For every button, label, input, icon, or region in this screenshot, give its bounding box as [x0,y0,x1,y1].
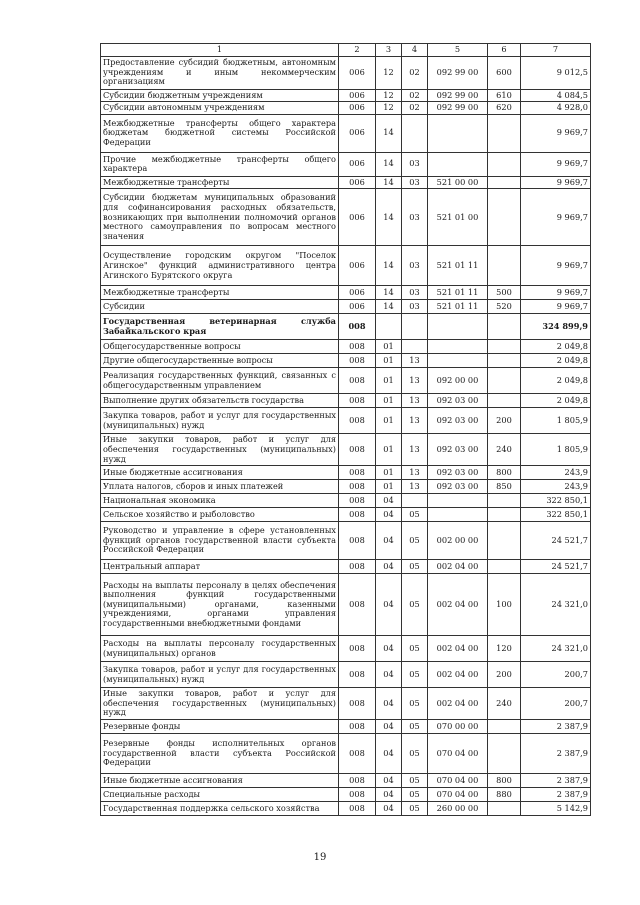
subsection-code-cell [402,314,428,340]
subsection-code-cell [402,340,428,354]
subsection-code-cell: 03 [402,300,428,314]
target-article-cell [428,314,488,340]
target-article-cell: 521 01 11 [428,300,488,314]
target-article-cell [428,494,488,508]
row-name-cell: Иные бюджетные ассигнования [101,466,339,480]
grbs-code-cell: 008 [339,434,376,466]
section-code-cell: 04 [376,560,402,574]
table-row [101,368,591,394]
subsection-code-cell: 05 [402,662,428,688]
subsection-code-cell: 03 [402,286,428,300]
grbs-code-cell: 008 [339,394,376,408]
expense-type-cell: 100 [488,574,521,636]
section-code-cell: 14 [376,176,402,189]
row-name-cell: Резервные фонды [101,719,339,733]
amount-cell: 2 387,9 [521,719,591,733]
section-code-cell: 14 [376,152,402,176]
grbs-code-cell: 006 [339,189,376,246]
subsection-code-cell: 05 [402,801,428,815]
grbs-code-cell: 006 [339,114,376,152]
row-name-cell: Национальная экономика [101,494,339,508]
grbs-code-cell: 006 [339,89,376,102]
row-name-cell: Специальные расходы [101,787,339,801]
table-row [101,494,591,508]
target-article-cell: 521 01 11 [428,246,488,286]
amount-cell: 2 049,8 [521,368,591,394]
grbs-code-cell: 008 [339,368,376,394]
amount-cell: 2 387,9 [521,787,591,801]
grbs-code-cell: 008 [339,508,376,522]
subsection-code-cell: 13 [402,466,428,480]
table-row [101,354,591,368]
row-name-cell: Межбюджетные трансферты [101,176,339,189]
section-code-cell: 04 [376,719,402,733]
section-code-cell: 01 [376,480,402,494]
grbs-code-cell: 008 [339,354,376,368]
target-article-cell: 070 04 00 [428,773,488,787]
table-row [101,480,591,494]
expense-type-cell: 800 [488,466,521,480]
subsection-code-cell: 05 [402,508,428,522]
target-article-cell: 092 03 00 [428,480,488,494]
amount-cell: 24 521,7 [521,560,591,574]
subsection-code-cell [402,114,428,152]
column-header: 6 [488,44,521,57]
table-header-row [101,44,591,57]
subsection-code-cell: 03 [402,246,428,286]
section-code-cell: 01 [376,434,402,466]
expense-type-cell [488,368,521,394]
subsection-code-cell: 05 [402,688,428,720]
column-header: 1 [101,44,339,57]
amount-cell: 9 969,7 [521,152,591,176]
grbs-code-cell: 008 [339,560,376,574]
target-article-cell: 070 04 00 [428,733,488,773]
target-article-cell: 002 04 00 [428,636,488,662]
expense-type-cell: 520 [488,300,521,314]
target-article-cell: 092 03 00 [428,408,488,434]
budget-table [100,43,591,816]
expense-type-cell [488,176,521,189]
row-name-cell: Закупка товаров, работ и услуг для государственных (муниципальных) нужд [101,662,339,688]
expense-type-cell [488,719,521,733]
subsection-code-cell: 13 [402,368,428,394]
table-row [101,719,591,733]
amount-cell: 9 969,7 [521,246,591,286]
row-name-cell: Субсидии бюджетам муниципальных образований для софинансирования расходных обязательств, возникающих при выполнении полномочий органов местного самоуправления по вопросам местного значения [101,189,339,246]
expense-type-cell: 880 [488,787,521,801]
expense-type-cell [488,394,521,408]
row-name-cell: Реализация государственных функций, связанных с общегосударственным управлением [101,368,339,394]
table-row [101,662,591,688]
subsection-code-cell: 05 [402,719,428,733]
subsection-code-cell: 02 [402,56,428,89]
grbs-code-cell: 008 [339,773,376,787]
grbs-code-cell: 008 [339,662,376,688]
table-row [101,189,591,246]
section-code-cell: 04 [376,801,402,815]
amount-cell: 2 387,9 [521,773,591,787]
section-code-cell: 01 [376,368,402,394]
subsection-code-cell: 05 [402,636,428,662]
table-row [101,733,591,773]
row-name-cell: Центральный аппарат [101,560,339,574]
expense-type-cell: 610 [488,89,521,102]
table-row [101,314,591,340]
grbs-code-cell: 006 [339,246,376,286]
subsection-code-cell: 13 [402,394,428,408]
target-article-cell: 002 04 00 [428,662,488,688]
target-article-cell: 521 01 00 [428,189,488,246]
expense-type-cell [488,114,521,152]
target-article-cell [428,508,488,522]
target-article-cell: 092 99 00 [428,102,488,115]
expense-type-cell [488,522,521,560]
target-article-cell [428,340,488,354]
grbs-code-cell: 008 [339,719,376,733]
amount-cell: 24 521,7 [521,522,591,560]
target-article-cell: 092 99 00 [428,89,488,102]
grbs-code-cell: 008 [339,636,376,662]
row-name-cell: Прочие межбюджетные трансферты общего характера [101,152,339,176]
section-code-cell: 04 [376,733,402,773]
section-code-cell: 12 [376,102,402,115]
row-name-cell: Предоставление субсидий бюджетным, автономным учреждениям и иным некоммерческим организациям [101,56,339,89]
subsection-code-cell: 13 [402,434,428,466]
expense-type-cell [488,494,521,508]
grbs-code-cell: 006 [339,56,376,89]
subsection-code-cell: 03 [402,176,428,189]
expense-type-cell [488,801,521,815]
subsection-code-cell: 05 [402,787,428,801]
row-name-cell: Сельское хозяйство и рыболовство [101,508,339,522]
section-code-cell: 04 [376,688,402,720]
expense-type-cell [488,354,521,368]
amount-cell: 2 049,8 [521,340,591,354]
row-name-cell: Иные закупки товаров, работ и услуг для обеспечения государственных (муниципальных) нужд [101,434,339,466]
amount-cell: 2 387,9 [521,733,591,773]
amount-cell: 243,9 [521,466,591,480]
section-code-cell: 04 [376,522,402,560]
section-code-cell: 14 [376,300,402,314]
subsection-code-cell: 02 [402,89,428,102]
grbs-code-cell: 006 [339,102,376,115]
amount-cell: 9 012,5 [521,56,591,89]
expense-type-cell [488,340,521,354]
grbs-code-cell: 008 [339,787,376,801]
subsection-code-cell: 05 [402,560,428,574]
table-row [101,466,591,480]
column-header: 3 [376,44,402,57]
row-name-cell: Субсидии автономным учреждениям [101,102,339,115]
grbs-code-cell: 008 [339,801,376,815]
target-article-cell: 092 00 00 [428,368,488,394]
column-header: 5 [428,44,488,57]
expense-type-cell [488,508,521,522]
table-row [101,152,591,176]
page-number: 19 [313,852,327,863]
subsection-code-cell: 03 [402,152,428,176]
grbs-code-cell: 008 [339,688,376,720]
column-header: 7 [521,44,591,57]
grbs-code-cell: 008 [339,733,376,773]
expense-type-cell: 500 [488,286,521,300]
subsection-code-cell: 05 [402,773,428,787]
row-name-cell: Иные закупки товаров, работ и услуг для обеспечения государственных (муниципальных) нужд [101,688,339,720]
grbs-code-cell: 008 [339,522,376,560]
subsection-code-cell: 13 [402,354,428,368]
amount-cell: 9 969,7 [521,176,591,189]
table-row [101,688,591,720]
target-article-cell [428,354,488,368]
subsection-code-cell: 05 [402,574,428,636]
table-row [101,114,591,152]
row-name-cell: Государственная поддержка сельского хозяйства [101,801,339,815]
table-row [101,408,591,434]
table-row [101,340,591,354]
grbs-code-cell: 006 [339,152,376,176]
column-header: 4 [402,44,428,57]
target-article-cell: 521 00 00 [428,176,488,189]
subsection-code-cell [402,494,428,508]
expense-type-cell [488,733,521,773]
table-row [101,176,591,189]
amount-cell: 1 805,9 [521,434,591,466]
target-article-cell [428,114,488,152]
target-article-cell: 260 00 00 [428,801,488,815]
section-code-cell: 01 [376,340,402,354]
section-code-cell: 14 [376,114,402,152]
target-article-cell: 092 03 00 [428,434,488,466]
amount-cell: 9 969,7 [521,114,591,152]
amount-cell: 2 049,8 [521,354,591,368]
grbs-code-cell: 008 [339,466,376,480]
amount-cell: 9 969,7 [521,189,591,246]
table-row [101,787,591,801]
amount-cell: 200,7 [521,662,591,688]
amount-cell: 1 805,9 [521,408,591,434]
section-code-cell: 01 [376,466,402,480]
target-article-cell: 002 04 00 [428,560,488,574]
expense-type-cell: 600 [488,56,521,89]
section-code-cell: 04 [376,508,402,522]
subsection-code-cell: 05 [402,733,428,773]
amount-cell: 24 321,0 [521,636,591,662]
section-code-cell: 04 [376,574,402,636]
expense-type-cell: 620 [488,102,521,115]
target-article-cell: 002 04 00 [428,574,488,636]
amount-cell: 9 969,7 [521,300,591,314]
row-name-cell: Межбюджетные трансферты [101,286,339,300]
table-row [101,300,591,314]
table-row [101,434,591,466]
section-code-cell: 01 [376,354,402,368]
grbs-code-cell: 006 [339,286,376,300]
expense-type-cell [488,152,521,176]
grbs-code-cell: 008 [339,314,376,340]
section-code-cell: 01 [376,394,402,408]
section-code-cell: 04 [376,636,402,662]
row-name-cell: Осуществление городским округом "Поселок Агинское" функций административного центра Агинского Бурятского округа [101,246,339,286]
section-code-cell: 14 [376,286,402,300]
table-row [101,801,591,815]
expense-type-cell [488,314,521,340]
grbs-code-cell: 008 [339,480,376,494]
section-code-cell: 12 [376,56,402,89]
target-article-cell: 002 04 00 [428,688,488,720]
expense-type-cell [488,560,521,574]
expense-type-cell: 200 [488,662,521,688]
amount-cell: 24 321,0 [521,574,591,636]
table-row [101,394,591,408]
table-row [101,636,591,662]
row-name-cell: Выполнение других обязательств государства [101,394,339,408]
amount-cell: 5 142,9 [521,801,591,815]
section-code-cell: 04 [376,773,402,787]
table-row [101,560,591,574]
section-code-cell: 04 [376,662,402,688]
grbs-code-cell: 008 [339,340,376,354]
row-name-cell: Общегосударственные вопросы [101,340,339,354]
target-article-cell [428,152,488,176]
row-name-cell: Закупка товаров, работ и услуг для государственных (муниципальных) нужд [101,408,339,434]
row-name-cell: Расходы на выплаты персоналу государственных (муниципальных) органов [101,636,339,662]
grbs-code-cell: 008 [339,494,376,508]
grbs-code-cell: 008 [339,574,376,636]
subsection-code-cell: 05 [402,522,428,560]
row-name-cell: Расходы на выплаты персоналу в целях обеспечения выполнения функций государственными (муниципальными) органами, казенными учреждениями, органами управления государственными внебюджетными фондами [101,574,339,636]
section-code-cell: 04 [376,787,402,801]
amount-cell: 9 969,7 [521,286,591,300]
row-name-cell: Другие общегосударственные вопросы [101,354,339,368]
row-name-cell: Субсидии [101,300,339,314]
table-row [101,56,591,89]
grbs-code-cell: 008 [339,408,376,434]
row-name-cell: Государственная ветеринарная служба Забайкальского края [101,314,339,340]
expense-type-cell: 240 [488,688,521,720]
column-header: 2 [339,44,376,57]
table-row [101,522,591,560]
subsection-code-cell: 03 [402,189,428,246]
amount-cell: 243,9 [521,480,591,494]
section-code-cell: 01 [376,408,402,434]
section-code-cell: 04 [376,494,402,508]
row-name-cell: Межбюджетные трансферты общего характера бюджетам бюджетной системы Российской Федерации [101,114,339,152]
target-article-cell: 070 04 00 [428,787,488,801]
grbs-code-cell: 006 [339,176,376,189]
row-name-cell: Иные бюджетные ассигнования [101,773,339,787]
table-row [101,89,591,102]
section-code-cell: 14 [376,189,402,246]
table-row [101,574,591,636]
target-article-cell: 092 99 00 [428,56,488,89]
subsection-code-cell: 13 [402,408,428,434]
amount-cell: 4 084,5 [521,89,591,102]
amount-cell: 324 899,9 [521,314,591,340]
expense-type-cell: 200 [488,408,521,434]
amount-cell: 200,7 [521,688,591,720]
target-article-cell: 002 00 00 [428,522,488,560]
amount-cell: 4 928,0 [521,102,591,115]
row-name-cell: Резервные фонды исполнительных органов государственной власти субъекта Российской Федерации [101,733,339,773]
table-row [101,102,591,115]
section-code-cell: 14 [376,246,402,286]
grbs-code-cell: 006 [339,300,376,314]
subsection-code-cell: 13 [402,480,428,494]
section-code-cell: 12 [376,89,402,102]
expense-type-cell: 800 [488,773,521,787]
amount-cell: 322 850,1 [521,508,591,522]
target-article-cell: 070 00 00 [428,719,488,733]
target-article-cell: 092 03 00 [428,394,488,408]
table-row [101,286,591,300]
target-article-cell: 092 03 00 [428,466,488,480]
expense-type-cell: 850 [488,480,521,494]
expense-type-cell: 120 [488,636,521,662]
subsection-code-cell: 02 [402,102,428,115]
amount-cell: 322 850,1 [521,494,591,508]
expense-type-cell [488,189,521,246]
row-name-cell: Уплата налогов, сборов и иных платежей [101,480,339,494]
section-code-cell [376,314,402,340]
table-row [101,773,591,787]
target-article-cell: 521 01 11 [428,286,488,300]
expense-type-cell [488,246,521,286]
amount-cell: 2 049,8 [521,394,591,408]
expense-type-cell: 240 [488,434,521,466]
table-row [101,246,591,286]
row-name-cell: Руководство и управление в сфере установленных функций органов государственной власти субъекта Российской Федерации [101,522,339,560]
table-row [101,508,591,522]
row-name-cell: Субсидии бюджетным учреждениям [101,89,339,102]
